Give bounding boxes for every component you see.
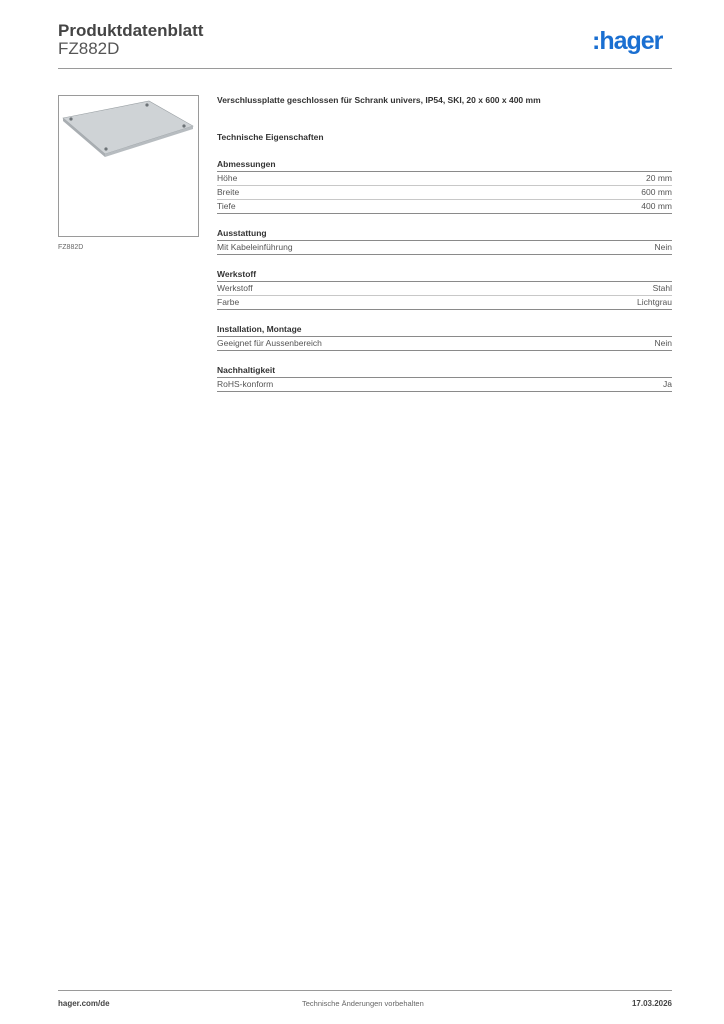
spec-section xyxy=(217,159,672,214)
spec-row xyxy=(217,282,672,296)
spec-label: Mit Kabeleinführung xyxy=(217,242,293,252)
spec-content xyxy=(217,95,672,406)
section-title: Werkstoff xyxy=(217,269,672,282)
spec-sections xyxy=(217,159,672,392)
product-image xyxy=(58,95,199,237)
spec-row xyxy=(217,296,672,310)
spec-label: Werkstoff xyxy=(217,283,253,293)
spec-value: Nein xyxy=(654,338,672,348)
spec-row xyxy=(217,186,672,200)
spec-row xyxy=(217,172,672,186)
spec-section xyxy=(217,269,672,310)
spec-label: Höhe xyxy=(217,173,238,183)
section-title: Abmessungen xyxy=(217,159,672,172)
spec-row xyxy=(217,378,672,392)
spec-value: 400 mm xyxy=(641,201,672,211)
spec-row xyxy=(217,337,672,351)
section-title: Ausstattung xyxy=(217,228,672,241)
spec-value: 20 mm xyxy=(646,173,672,183)
spec-label: Tiefe xyxy=(217,201,236,211)
footer-notice: Technische Änderungen vorbehalten xyxy=(302,999,424,1008)
footer-date: 17.03.2026 xyxy=(631,999,672,1008)
spec-label: Farbe xyxy=(217,297,240,307)
header-divider xyxy=(58,68,672,69)
spec-value: 600 mm xyxy=(641,187,672,197)
spec-row xyxy=(217,241,672,255)
spec-label: Geeignet für Aussenbereich xyxy=(217,338,322,348)
product-description: Verschlussplatte geschlossen für Schrank univers, IP54, SKI, 20 x 600 x 400 mm xyxy=(217,95,541,105)
spec-value: Nein xyxy=(654,242,672,252)
image-caption: FZ882D xyxy=(58,244,84,251)
svg-text::hager: :hager xyxy=(592,28,663,55)
tech-properties-heading: Technische Eigenschaften xyxy=(217,132,324,142)
spec-section xyxy=(217,365,672,392)
spec-section xyxy=(217,324,672,351)
spec-value: Lichtgrau xyxy=(637,297,672,307)
section-title: Installation, Montage xyxy=(217,324,672,337)
spec-row xyxy=(217,200,672,214)
spec-value: Ja xyxy=(663,379,672,389)
spec-value: Stahl xyxy=(652,283,672,293)
article-number: FZ882D xyxy=(58,39,120,58)
spec-section xyxy=(217,228,672,255)
section-title: Nachhaltigkeit xyxy=(217,365,672,378)
page-title: Produktdatenblatt xyxy=(58,21,204,40)
spec-label: RoHS-konform xyxy=(217,379,274,389)
footer-divider xyxy=(58,990,672,991)
spec-label: Breite xyxy=(217,187,240,197)
hager-logo xyxy=(592,28,674,56)
footer-website: hager.com/de xyxy=(58,999,110,1008)
